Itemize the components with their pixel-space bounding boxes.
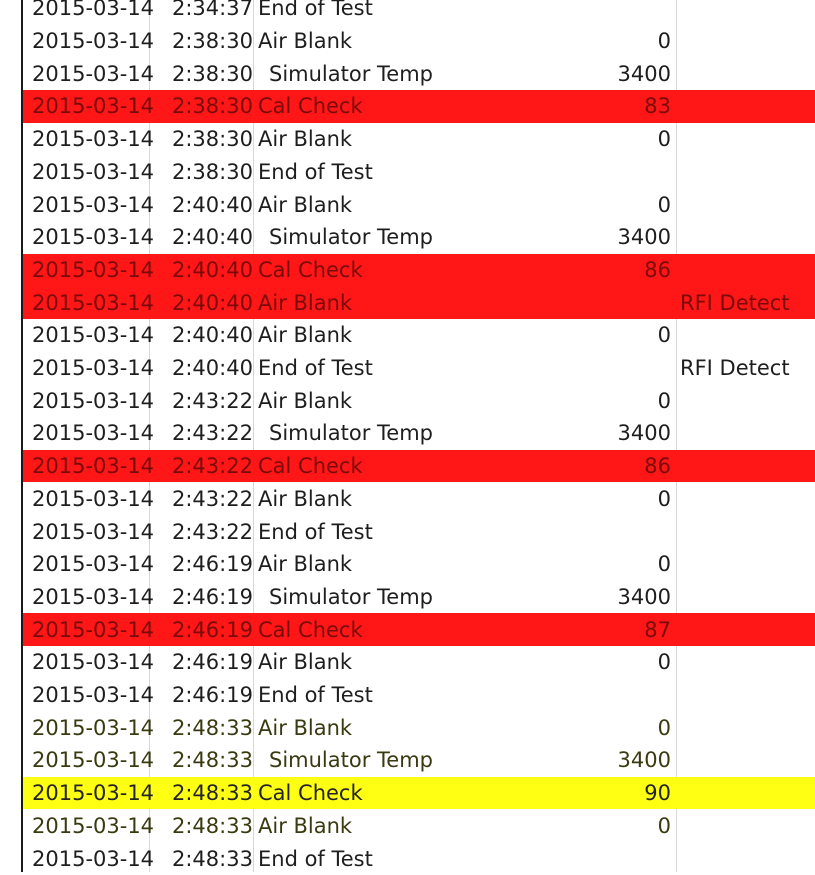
- event-cell: Air Blank: [258, 290, 353, 315]
- value-cell: [563, 286, 671, 319]
- event-cell: Cal Check: [258, 94, 363, 119]
- table-row: [23, 156, 815, 189]
- event-cell: Cal Check: [258, 781, 363, 806]
- event-cell: Simulator Temp: [269, 61, 433, 86]
- table-row: [23, 188, 815, 221]
- value-cell: 0: [657, 192, 671, 217]
- table-row: [23, 25, 815, 58]
- date-cell: 2015-03-14: [32, 715, 155, 740]
- event-cell: Air Blank: [258, 29, 353, 54]
- time-cell: 2:46:19: [172, 683, 253, 708]
- event-cell: Air Blank: [258, 192, 353, 217]
- time-cell: 2:43:22: [172, 388, 253, 413]
- date-cell: 2015-03-14: [32, 61, 155, 86]
- value-cell: 0: [657, 323, 671, 348]
- table-row: [23, 711, 815, 744]
- time-cell: 2:38:30: [172, 29, 253, 54]
- time-cell: 2:43:22: [172, 486, 253, 511]
- value-cell: 0: [657, 388, 671, 413]
- value-cell: 3400: [617, 225, 671, 250]
- time-cell: 2:46:19: [172, 552, 253, 577]
- date-cell: 2015-03-14: [32, 0, 155, 21]
- date-cell: 2015-03-14: [32, 486, 155, 511]
- time-cell: 2:40:40: [172, 356, 253, 381]
- note-cell: RFI Detect: [680, 290, 790, 315]
- date-cell: 2015-03-14: [32, 781, 155, 806]
- value-cell: [563, 679, 671, 712]
- table-row: [23, 123, 815, 156]
- time-cell: 2:48:33: [172, 781, 253, 806]
- value-cell: [563, 515, 671, 548]
- date-cell: 2015-03-14: [32, 225, 155, 250]
- value-cell: 90: [644, 781, 671, 806]
- event-cell: Cal Check: [258, 257, 363, 282]
- value-cell: [563, 352, 671, 385]
- event-cell: Air Blank: [258, 388, 353, 413]
- value-cell: [563, 0, 671, 25]
- date-cell: 2015-03-14: [32, 159, 155, 184]
- event-cell: End of Test: [258, 159, 373, 184]
- time-cell: 2:48:33: [172, 813, 253, 838]
- time-cell: 2:38:30: [172, 127, 253, 152]
- table-row: [23, 548, 815, 581]
- value-cell: 0: [657, 650, 671, 675]
- date-cell: 2015-03-14: [32, 127, 155, 152]
- time-cell: 2:38:30: [172, 61, 253, 86]
- value-cell: 0: [657, 552, 671, 577]
- value-cell: [563, 156, 671, 189]
- time-cell: 2:46:19: [172, 617, 253, 642]
- table-row: [23, 90, 815, 123]
- time-cell: 2:46:19: [172, 584, 253, 609]
- time-cell: 2:38:30: [172, 159, 253, 184]
- event-cell: Simulator Temp: [269, 225, 433, 250]
- value-cell: 0: [657, 813, 671, 838]
- date-cell: 2015-03-14: [32, 388, 155, 413]
- table-row: [23, 254, 815, 287]
- date-cell: 2015-03-14: [32, 356, 155, 381]
- table-row: [23, 319, 815, 352]
- value-cell: 3400: [617, 748, 671, 773]
- event-cell: End of Test: [258, 683, 373, 708]
- date-cell: 2015-03-14: [32, 257, 155, 282]
- time-cell: 2:48:33: [172, 846, 253, 871]
- value-cell: 86: [644, 257, 671, 282]
- event-cell: Cal Check: [258, 617, 363, 642]
- table-row: [23, 842, 815, 875]
- date-cell: 2015-03-14: [32, 421, 155, 446]
- event-cell: Air Blank: [258, 486, 353, 511]
- time-cell: 2:40:40: [172, 257, 253, 282]
- date-cell: 2015-03-14: [32, 650, 155, 675]
- table-row: [23, 450, 815, 483]
- date-cell: 2015-03-14: [32, 846, 155, 871]
- event-cell: Air Blank: [258, 323, 353, 348]
- table-row: [23, 0, 815, 25]
- event-cell: End of Test: [258, 356, 373, 381]
- date-cell: 2015-03-14: [32, 813, 155, 838]
- date-cell: 2015-03-14: [32, 323, 155, 348]
- value-cell: 0: [657, 29, 671, 54]
- event-cell: Air Blank: [258, 127, 353, 152]
- table-row: [23, 744, 815, 777]
- time-cell: 2:40:40: [172, 290, 253, 315]
- table-row: [23, 679, 815, 712]
- value-cell: 3400: [617, 584, 671, 609]
- table-row: [23, 417, 815, 450]
- table-row: [23, 384, 815, 417]
- date-cell: 2015-03-14: [32, 617, 155, 642]
- event-cell: Simulator Temp: [269, 584, 433, 609]
- date-cell: 2015-03-14: [32, 519, 155, 544]
- table-row: [23, 810, 815, 843]
- table-row: [23, 581, 815, 614]
- event-cell: Simulator Temp: [269, 421, 433, 446]
- value-cell: 87: [644, 617, 671, 642]
- event-cell: End of Test: [258, 0, 373, 21]
- time-cell: 2:43:22: [172, 454, 253, 479]
- time-cell: 2:48:33: [172, 748, 253, 773]
- time-cell: 2:34:37: [172, 0, 253, 21]
- value-cell: 0: [657, 127, 671, 152]
- table-row: [23, 483, 815, 516]
- date-cell: 2015-03-14: [32, 29, 155, 54]
- event-cell: Air Blank: [258, 650, 353, 675]
- event-cell: Cal Check: [258, 454, 363, 479]
- table-row: [23, 613, 815, 646]
- time-cell: 2:46:19: [172, 650, 253, 675]
- time-cell: 2:40:40: [172, 192, 253, 217]
- value-cell: 3400: [617, 421, 671, 446]
- value-cell: 86: [644, 454, 671, 479]
- table-row: [23, 221, 815, 254]
- event-cell: End of Test: [258, 519, 373, 544]
- time-cell: 2:40:40: [172, 323, 253, 348]
- note-cell: RFI Detect: [680, 356, 790, 381]
- time-cell: 2:43:22: [172, 421, 253, 446]
- table-row: [23, 646, 815, 679]
- date-cell: 2015-03-14: [32, 552, 155, 577]
- time-cell: 2:38:30: [172, 94, 253, 119]
- event-cell: End of Test: [258, 846, 373, 871]
- table-row: [23, 57, 815, 90]
- event-cell: Air Blank: [258, 813, 353, 838]
- event-cell: Air Blank: [258, 552, 353, 577]
- date-cell: 2015-03-14: [32, 683, 155, 708]
- event-cell: Air Blank: [258, 715, 353, 740]
- value-cell: 3400: [617, 61, 671, 86]
- time-cell: 2:48:33: [172, 715, 253, 740]
- time-cell: 2:43:22: [172, 519, 253, 544]
- value-cell: 0: [657, 715, 671, 740]
- table-row: [23, 352, 815, 385]
- value-cell: [563, 842, 671, 875]
- value-cell: 83: [644, 94, 671, 119]
- date-cell: 2015-03-14: [32, 584, 155, 609]
- date-cell: 2015-03-14: [32, 290, 155, 315]
- value-cell: 0: [657, 486, 671, 511]
- event-cell: Simulator Temp: [269, 748, 433, 773]
- table-row: [23, 777, 815, 810]
- date-cell: 2015-03-14: [32, 94, 155, 119]
- table-row: [23, 286, 815, 319]
- date-cell: 2015-03-14: [32, 748, 155, 773]
- time-cell: 2:40:40: [172, 225, 253, 250]
- date-cell: 2015-03-14: [32, 192, 155, 217]
- date-cell: 2015-03-14: [32, 454, 155, 479]
- table-row: [23, 515, 815, 548]
